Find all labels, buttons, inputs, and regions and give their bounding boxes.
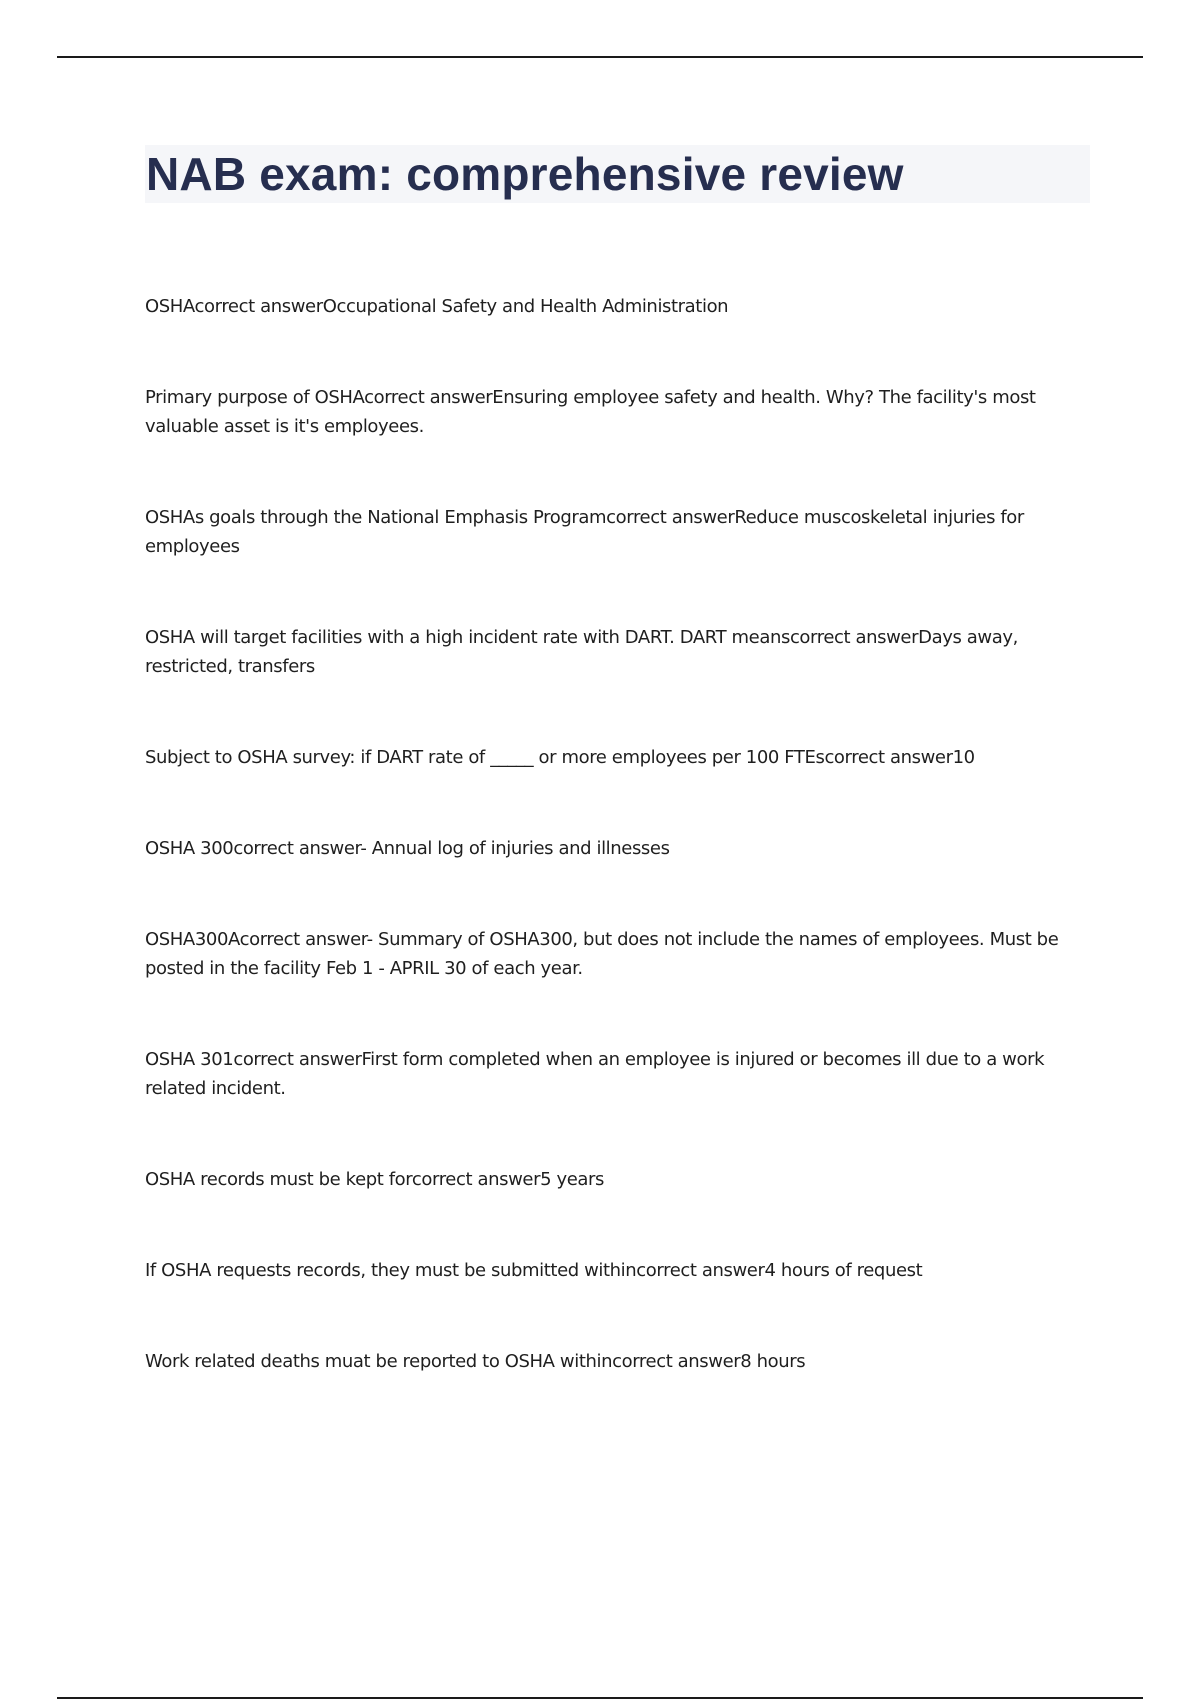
qa-separator: correct answer [789, 627, 919, 648]
qa-separator: correct answer [636, 1260, 765, 1281]
qa-item [145, 743, 1095, 803]
qa-separator: correct answer [233, 838, 361, 859]
qa-question: OSHAs goals through the National Emphasis Program [145, 507, 607, 528]
qa-separator: correct answer [824, 747, 953, 768]
qa-separator: correct answer [364, 387, 493, 408]
qa-question: Primary purpose of OSHA [145, 387, 365, 408]
qa-answer: - Annual log of injuries and illnesses [360, 838, 670, 859]
qa-question: If OSHA requests records, they must be submitted within [145, 1260, 637, 1281]
qa-answer: Ensuring employee safety and health. Why? The facility's most valuable asset is it's employees. [145, 387, 1036, 437]
qa-separator: correct answer [606, 507, 735, 528]
bottom-divider [57, 1697, 1143, 1699]
qa-item [145, 503, 1095, 592]
qa-separator: correct answer [612, 1351, 741, 1372]
qa-item [145, 834, 1095, 894]
qa-separator: correct answer [239, 929, 367, 950]
qa-answer: 8 hours [740, 1351, 806, 1372]
qa-item [145, 383, 1095, 472]
qa-question: OSHA [145, 296, 195, 317]
qa-answer: - Summary of OSHA300, but does not include the names of employees. Must be posted in the facility Feb 1 - APRIL 30 of each year. [145, 929, 1059, 979]
qa-answer: First form completed when an employee is injured or becomes ill due to a work related incident. [145, 1049, 1045, 1099]
qa-item [145, 1347, 1095, 1407]
qa-item [145, 1045, 1095, 1134]
qa-item [145, 925, 1095, 1014]
qa-item [145, 292, 1095, 352]
qa-question: OSHA records must be kept for [145, 1169, 412, 1190]
qa-item [145, 1165, 1095, 1225]
qa-answer: 4 hours of request [764, 1260, 923, 1281]
qa-question: OSHA 300 [145, 838, 234, 859]
qa-item [145, 623, 1095, 712]
qa-item [145, 1256, 1095, 1316]
qa-answer: 10 [952, 747, 975, 768]
document-title: NAB exam: comprehensive review [146, 148, 904, 200]
qa-separator: correct answer [194, 296, 323, 317]
qa-question: Subject to OSHA survey: if DART rate of _____ or more employees per 100 FTEs [145, 747, 825, 768]
top-divider [57, 56, 1143, 58]
qa-question: Work related deaths muat be reported to OSHA within [145, 1351, 613, 1372]
qa-answer: 5 years [540, 1169, 604, 1190]
qa-separator: correct answer [233, 1049, 362, 1070]
qa-question: OSHA300A [145, 929, 240, 950]
qa-separator: correct answer [411, 1169, 541, 1190]
qa-question: OSHA will target facilities with a high incident rate with DART. DART means [145, 627, 790, 648]
qa-answer: Occupational Safety and Health Administration [322, 296, 729, 317]
qa-list [145, 292, 1095, 1438]
qa-answer: Days away, restricted, transfers [145, 627, 1018, 677]
qa-question: OSHA 301 [145, 1049, 234, 1070]
qa-answer: Reduce muscoskeletal injuries for employees [145, 507, 1024, 557]
